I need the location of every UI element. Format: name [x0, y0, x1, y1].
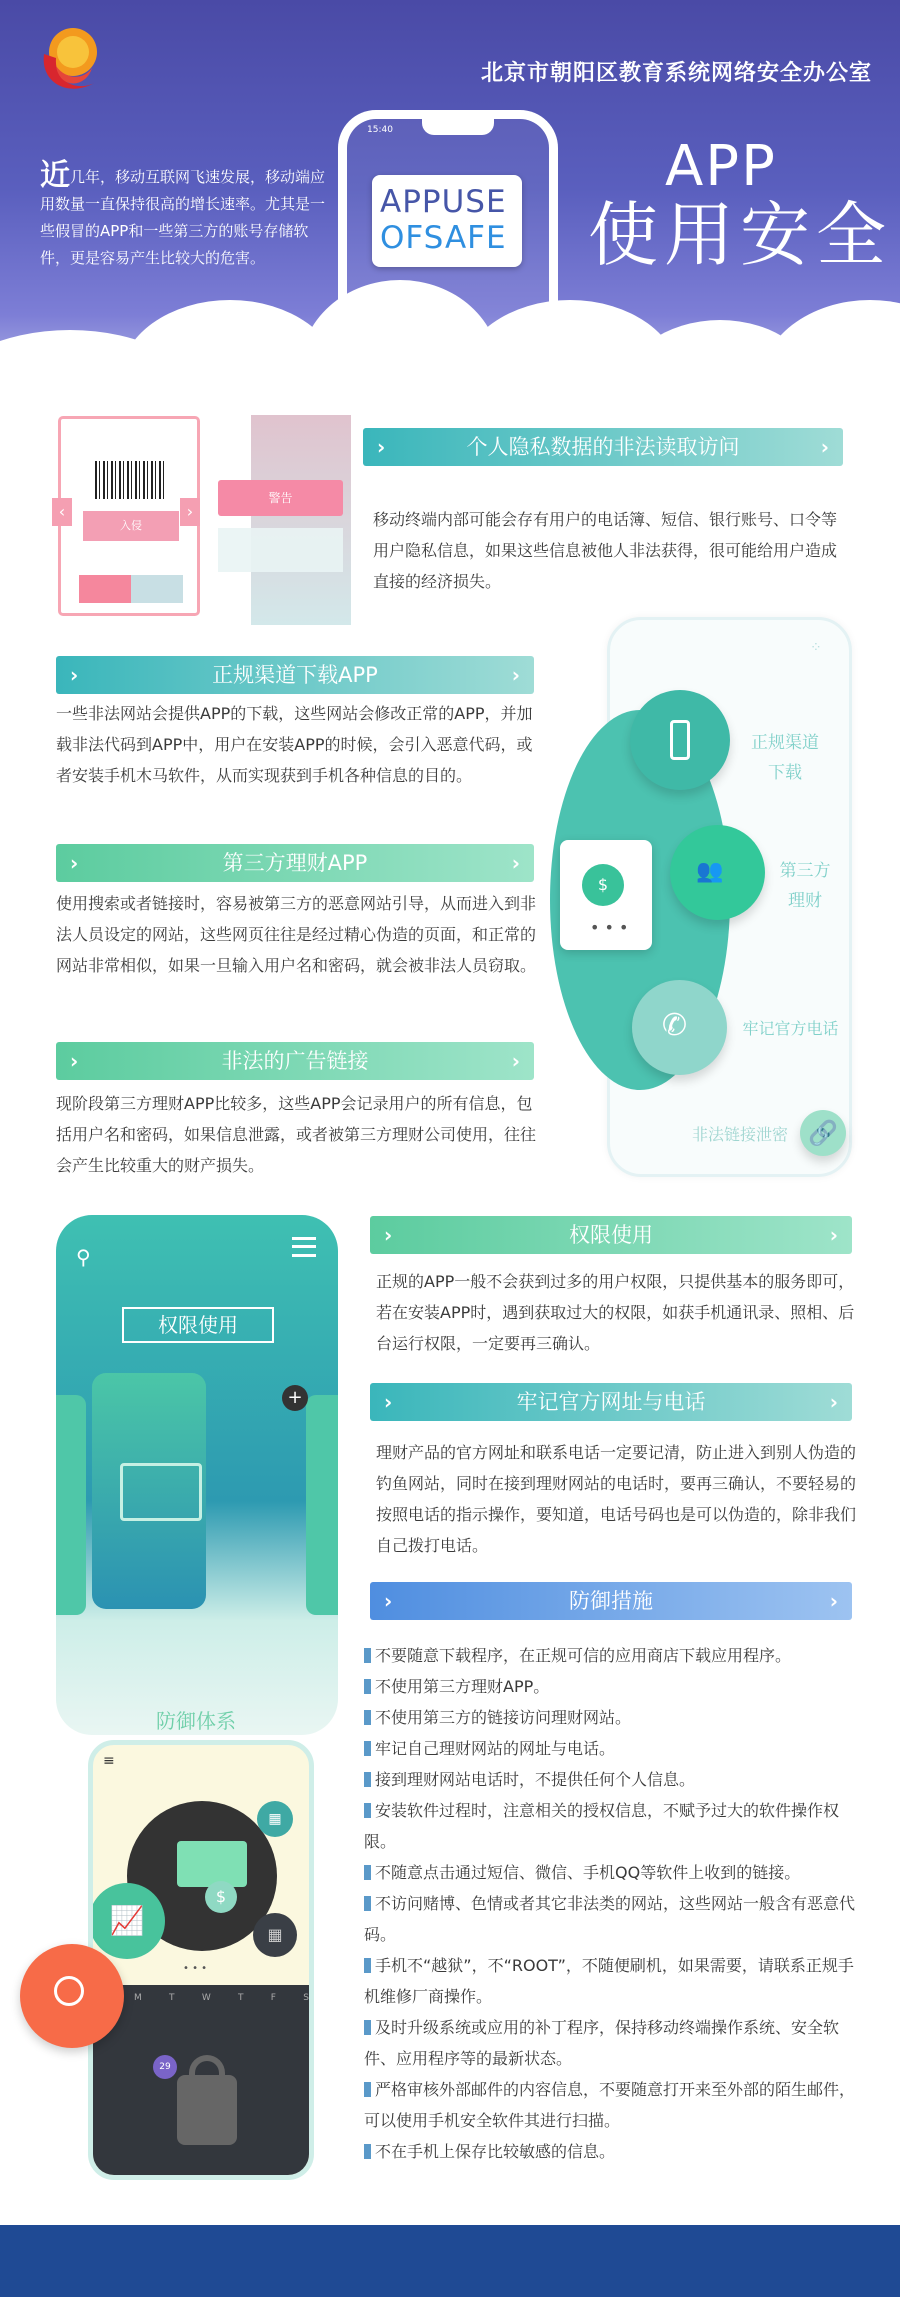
list-item: [364, 1702, 862, 1733]
section-title-text: 个人隐私数据的非法读取访问: [466, 435, 740, 459]
section-title-text: 正规渠道下载APP: [212, 663, 378, 687]
people-icon: 👥: [696, 859, 724, 884]
calendar-panel: [93, 1985, 314, 2180]
intrude-button[interactable]: 入侵: [83, 511, 179, 541]
card-block-pink: [79, 575, 131, 603]
chevron-right-icon: ›: [511, 663, 520, 687]
section-title-privacy: [363, 428, 843, 466]
bullet-icon: [364, 1741, 371, 1756]
list-item-text: 手机不“越狱”，不“ROOT”，不随便刷机，如果需要，请联系正规手机维修厂商操作。: [364, 1956, 854, 2006]
section-title-defense: [370, 1582, 852, 1620]
section-title-official: [370, 1383, 852, 1421]
list-item: [364, 1733, 862, 1764]
search-icon[interactable]: ⚲: [76, 1245, 91, 1269]
download-text: 一些非法网站会提供APP的下载，这些网站会修改正常的APP，并加载非法代码到APP中，用户在安装APP的时候，会引入恶意代码，或者安装手机木马软件，从而实现获到手机各种信息的目的。: [56, 704, 533, 785]
label-line: 第三方: [779, 861, 831, 881]
alert-card-bg: [251, 415, 351, 625]
chevron-right-icon: ›: [70, 851, 79, 875]
app-logo-line1: APPUSE: [380, 184, 507, 220]
bullet-icon: [364, 2082, 371, 2097]
list-item-text: 牢记自己理财网站的网址与电话。: [375, 1739, 616, 1758]
add-icon[interactable]: +: [282, 1385, 308, 1411]
page-title-app: APP: [665, 134, 777, 199]
item-finance-label: [765, 856, 845, 916]
chevron-right-icon: ›: [511, 1049, 520, 1073]
section-title-text: 防御措施: [569, 1589, 653, 1613]
page-title: 使用安全: [588, 194, 892, 276]
card-block-grey: [131, 575, 183, 603]
list-item: [364, 1795, 862, 1857]
chevron-right-icon: ›: [829, 1589, 838, 1613]
item-download-label: [735, 728, 835, 788]
alert-panel: [218, 528, 343, 572]
section-title-third-party: [56, 844, 534, 882]
floating-card: [560, 840, 652, 950]
chevron-right-icon: ›: [70, 1049, 79, 1073]
third-party-text: 使用搜索或者链接时，容易被第三方的恶意网站引导，从而进入到非法人员设定的网站，这些网页往往是经过精心伪造的页面，和正常的网站非常相似，如果一旦输入用户名和密码，就会被非法人员窃取。: [56, 894, 537, 975]
day-label: M: [134, 1993, 142, 2003]
section-title-ads: [56, 1042, 534, 1080]
section-title-download: [56, 656, 534, 694]
edit-icon: [120, 1463, 202, 1521]
bullet-icon: [364, 1648, 371, 1663]
list-item: [364, 2074, 862, 2136]
label-line: 下载: [768, 763, 802, 783]
chart-board-icon: 📈: [89, 1883, 165, 1959]
search-chart-icon: [54, 1976, 84, 2006]
footer-bar: [0, 2225, 900, 2297]
day-label: F: [270, 1993, 276, 2003]
chevron-right-icon: ›: [384, 1390, 393, 1414]
list-item: [364, 1640, 862, 1671]
menu-icon[interactable]: ≡: [103, 1753, 115, 1769]
bullet-icon: [364, 2144, 371, 2159]
intro-text: [40, 158, 330, 272]
list-item: [364, 1950, 862, 2012]
list-item-text: 及时升级系统或应用的补丁程序，保持移动终端操作系统、安全软件、应用程序等的最新状态。: [364, 2018, 840, 2068]
official-text: 理财产品的官方网址和联系电话一定要记清，防止进入到别人伪造的钓鱼网站，同时在接到理财网站的电话时，要再三确认，不要轻易的按照电话的指示操作，要知道，电话号码也是可以伪造的，除非我们自己拨打电话。: [376, 1443, 857, 1555]
org-logo: [26, 14, 116, 104]
label-line: 正规渠道: [751, 733, 819, 753]
list-item-text: 严格审核外部邮件的内容信息，不要随意打开来至外部的陌生邮件，可以使用手机安全软件其进行扫描。: [364, 2080, 856, 2130]
bullet-icon: [364, 1679, 371, 1694]
app-logo-line2: OFSAFE: [380, 220, 507, 256]
money-icon: $: [582, 864, 624, 906]
grid-icon: ⁘: [810, 640, 822, 656]
calendar-day-highlight[interactable]: 29: [153, 2055, 177, 2079]
list-item-text: 不要随意下载程序，在正规可信的应用商店下载应用程序。: [375, 1646, 792, 1665]
day-label: T: [169, 1993, 175, 2003]
item-phone-label: 牢记官方电话: [742, 1019, 839, 1038]
item-download-circle[interactable]: [630, 690, 730, 790]
list-item: [364, 1857, 862, 1888]
bullet-icon: [364, 1803, 371, 1818]
chevron-right-icon: ›: [511, 851, 520, 875]
list-item: [364, 1888, 862, 1950]
section-title-text: 牢记官方网址与电话: [516, 1390, 706, 1414]
app-logo: [372, 175, 522, 267]
list-item: [364, 1764, 862, 1795]
item-phone-circle[interactable]: [632, 980, 727, 1075]
permission-text: 正规的APP一般不会获到过多的用户权限，只提供基本的服务即可，若在安装APP时，遇到获取过大的权限，如获手机通讯录、照相、后台运行权限，一定要再三确认。: [376, 1272, 855, 1353]
lock-icon: [177, 2075, 237, 2145]
day-label: T: [238, 1993, 244, 2003]
calendar-header: [101, 1993, 309, 2003]
bullet-icon: [364, 1772, 371, 1787]
day-label: W: [201, 1993, 211, 2003]
list-item-text: 不随意点击通过短信、微信、手机QQ等软件上收到的链接。: [375, 1863, 801, 1882]
chevron-right-icon: ›: [384, 1223, 393, 1247]
phone-time: 15:40: [367, 125, 393, 135]
section-title-text: 非法的广告链接: [221, 1049, 369, 1073]
chevron-right-icon: ›: [820, 435, 829, 459]
chevron-left-icon[interactable]: ‹: [52, 498, 72, 526]
lock-shackle: [189, 2055, 225, 2085]
defense-phone: [88, 1740, 314, 2180]
list-item-text: 不使用第三方的链接访问理财网站。: [375, 1708, 632, 1727]
list-item-text: 不使用第三方理财APP。: [375, 1677, 550, 1696]
list-item-text: 不访问赌博、色情或者其它非法类的网站，这些网站一般含有恶意代码。: [364, 1894, 856, 1944]
intro-initial: 近: [40, 158, 70, 193]
section-title-text: 权限使用: [569, 1223, 653, 1247]
label-line: 理财: [788, 891, 822, 911]
intro-body: 几年，移动互联网飞速发展，移动端应用数量一直保持很高的增长速率。尤其是一些假冒的APP和一些第三方的账号存储软件，更是容易产生比较大的危害。: [40, 168, 326, 267]
chevron-right-icon: ›: [829, 1390, 838, 1414]
list-item: [364, 2136, 862, 2167]
telephone-icon: ✆: [662, 1008, 688, 1043]
permission-card: [92, 1373, 206, 1609]
privacy-text: 移动终端内部可能会存有用户的电话簿、短信、银行账号、口令等用户隐私信息，如果这些信息被他人非法获得，很可能给用户造成直接的经济损失。: [373, 510, 838, 591]
chevron-right-icon: ›: [377, 435, 386, 459]
barcode-icon: [95, 461, 165, 499]
bullet-icon: [364, 1865, 371, 1880]
chevron-right-icon: ›: [384, 1589, 393, 1613]
list-item-text: 接到理财网站电话时，不提供任何个人信息。: [375, 1770, 696, 1789]
list-item: [364, 1671, 862, 1702]
section-title-text: 第三方理财APP: [222, 851, 368, 875]
permission-label: 权限使用: [122, 1307, 274, 1343]
coin-icon: $: [205, 1881, 237, 1913]
bullet-icon: [364, 1710, 371, 1725]
chevron-right-icon: ›: [829, 1223, 838, 1247]
section-title-permission: [370, 1216, 852, 1254]
defense-list: [364, 1640, 862, 2167]
item-finance-circle[interactable]: [670, 825, 765, 920]
panel-left: [56, 1395, 86, 1615]
bullet-icon: [364, 2020, 371, 2035]
menu-icon[interactable]: [292, 1237, 316, 1257]
barcode-card: [58, 416, 200, 616]
grid-icon: ▦: [253, 1913, 297, 1957]
panel-right: [306, 1395, 338, 1615]
org-name: 北京市朝阳区教育系统网络安全办公室: [480, 61, 872, 86]
chevron-right-icon[interactable]: ›: [180, 498, 200, 526]
phone-icon: [670, 720, 690, 760]
money-card-icon: [177, 1841, 247, 1887]
phone-notch: [422, 117, 494, 135]
bullet-icon: [364, 1958, 371, 1973]
analytics-badge: [20, 1944, 124, 2048]
link-icon[interactable]: 🔗: [800, 1110, 846, 1156]
chevron-right-icon: ›: [70, 663, 79, 687]
list-item-text: 安装软件过程时，注意相关的授权信息，不赋予过大的软件操作权限。: [364, 1801, 840, 1851]
dots-icon: • • •: [590, 918, 629, 937]
bullet-icon: [364, 1896, 371, 1911]
alert-banner: 警告: [218, 480, 343, 516]
item-link-label: 非法链接泄密: [691, 1125, 788, 1144]
day-label: S: [303, 1993, 309, 2003]
list-item-text: 不在手机上保存比较敏感的信息。: [375, 2142, 616, 2161]
ads-text: 现阶段第三方理财APP比较多，这些APP会记录用户的所有信息，包括用户名和密码，如果信息泄露，或者被第三方理财公司使用，往往会产生比较重大的财产损失。: [56, 1094, 537, 1175]
list-item: [364, 2012, 862, 2074]
permission-phone: [56, 1215, 338, 1735]
defense-label: 防御体系: [156, 1709, 236, 1733]
dots-icon: • • •: [183, 1963, 208, 1974]
calendar-icon: ▦: [257, 1801, 293, 1837]
